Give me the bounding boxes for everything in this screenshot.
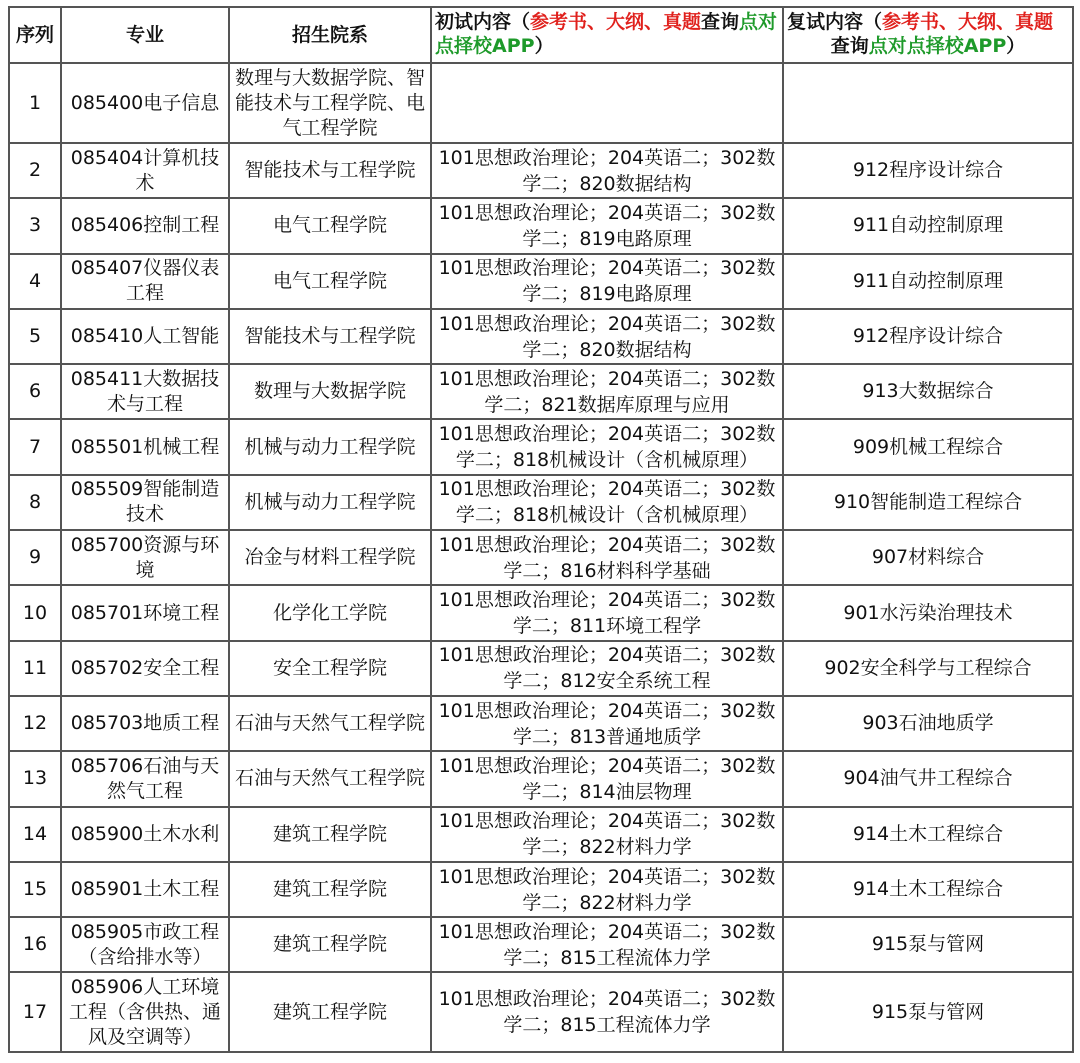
cell-seq: 7 [9,419,61,474]
table-row [9,972,1073,1052]
table-row [9,419,1073,474]
cell-dept: 建筑工程学院 [229,807,431,862]
cell-exam: 101思想政治理论；204英语二；302数学二；812安全系统工程 [431,641,783,696]
cell-seq: 2 [9,143,61,198]
cell-seq: 1 [9,63,61,143]
cell-exam: 101思想政治理论；204英语二；302数学二；816材料科学基础 [431,530,783,585]
cell-major: 085900土木水利 [61,807,229,862]
header-dept: 招生院系 [229,7,431,63]
header-exam-suffix: ） [534,35,554,57]
cell-major: 085407仪器仪表工程 [61,254,229,309]
table-row [9,309,1073,364]
table-row [9,751,1073,806]
table-row [9,696,1073,751]
header-seq: 序列 [9,7,61,63]
cell-seq: 17 [9,972,61,1052]
cell-seq: 16 [9,917,61,972]
cell-major: 085700资源与环境 [61,530,229,585]
header-exam-prefix: 初试内容（ [435,11,531,33]
cell-retest: 907材料综合 [783,530,1073,585]
cell-major: 085906人工环境工程（含供热、通风及空调等） [61,972,229,1052]
table-row [9,917,1073,972]
cell-retest: 915泵与管网 [783,972,1073,1052]
header-retest-prefix: 复试内容（ [787,11,883,33]
cell-exam [431,63,783,143]
cell-seq: 6 [9,364,61,419]
cell-retest: 914土木工程综合 [783,807,1073,862]
cell-seq: 11 [9,641,61,696]
cell-dept: 建筑工程学院 [229,862,431,917]
cell-retest [783,63,1073,143]
cell-retest: 903石油地质学 [783,696,1073,751]
cell-major: 085509智能制造技术 [61,475,229,530]
cell-major: 085400电子信息 [61,63,229,143]
cell-major: 085501机械工程 [61,419,229,474]
cell-major: 085702安全工程 [61,641,229,696]
cell-exam: 101思想政治理论；204英语二；302数学二；819电路原理 [431,198,783,253]
table-row [9,862,1073,917]
header-major: 专业 [61,7,229,63]
admissions-table [8,6,1074,1053]
header-retest-mid: 查询 [830,35,869,57]
table-row [9,198,1073,253]
cell-seq: 14 [9,807,61,862]
cell-exam: 101思想政治理论；204英语二；302数学二；813普通地质学 [431,696,783,751]
cell-exam: 101思想政治理论；204英语二；302数学二；819电路原理 [431,254,783,309]
cell-retest: 904油气井工程综合 [783,751,1073,806]
cell-retest: 909机械工程综合 [783,419,1073,474]
cell-exam: 101思想政治理论；204英语二；302数学二；811环境工程学 [431,585,783,640]
table-row [9,475,1073,530]
cell-exam: 101思想政治理论；204英语二；302数学二；818机械设计（含机械原理） [431,475,783,530]
table-row [9,143,1073,198]
cell-seq: 3 [9,198,61,253]
cell-seq: 12 [9,696,61,751]
cell-seq: 9 [9,530,61,585]
cell-retest: 911自动控制原理 [783,254,1073,309]
cell-dept: 建筑工程学院 [229,972,431,1052]
admissions-table-container [8,6,1074,1053]
cell-seq: 13 [9,751,61,806]
cell-major: 085410人工智能 [61,309,229,364]
cell-seq: 5 [9,309,61,364]
cell-retest: 911自动控制原理 [783,198,1073,253]
table-row [9,585,1073,640]
cell-dept: 智能技术与工程学院 [229,143,431,198]
cell-exam: 101思想政治理论；204英语二；302数学二；822材料力学 [431,862,783,917]
cell-retest: 912程序设计综合 [783,309,1073,364]
header-exam-red: 参考书、大纲、真题 [530,11,702,33]
cell-dept: 化学化工学院 [229,585,431,640]
header-retest-green: 点对点择校APP [868,35,1007,57]
cell-dept: 数理与大数据学院 [229,364,431,419]
cell-dept: 电气工程学院 [229,254,431,309]
header-exam-green: 点对点择校APP [435,11,778,57]
cell-exam: 101思想政治理论；204英语二；302数学二；814油层物理 [431,751,783,806]
cell-dept: 建筑工程学院 [229,917,431,972]
cell-seq: 8 [9,475,61,530]
table-row [9,254,1073,309]
cell-exam: 101思想政治理论；204英语二；302数学二；818机械设计（含机械原理） [431,419,783,474]
cell-dept: 电气工程学院 [229,198,431,253]
table-row [9,641,1073,696]
cell-dept: 数理与大数据学院、智能技术与工程学院、电气工程学院 [229,63,431,143]
cell-retest: 902安全科学与工程综合 [783,641,1073,696]
cell-dept: 机械与动力工程学院 [229,419,431,474]
header-exam-mid: 查询 [701,11,740,33]
cell-dept: 石油与天然气工程学院 [229,696,431,751]
header-exam-content [431,7,783,63]
cell-dept: 智能技术与工程学院 [229,309,431,364]
cell-retest: 901水污染治理技术 [783,585,1073,640]
header-retest-content [783,7,1073,63]
cell-retest: 915泵与管网 [783,917,1073,972]
table-row [9,807,1073,862]
cell-dept: 石油与天然气工程学院 [229,751,431,806]
cell-major: 085404计算机技术 [61,143,229,198]
table-row [9,364,1073,419]
cell-retest: 912程序设计综合 [783,143,1073,198]
cell-seq: 15 [9,862,61,917]
cell-exam: 101思想政治理论；204英语二；302数学二；821数据库原理与应用 [431,364,783,419]
header-retest-red: 参考书、大纲、真题 [882,11,1054,33]
cell-retest: 910智能制造工程综合 [783,475,1073,530]
table-row [9,63,1073,143]
cell-dept: 冶金与材料工程学院 [229,530,431,585]
cell-exam: 101思想政治理论；204英语二；302数学二；815工程流体力学 [431,972,783,1052]
cell-seq: 10 [9,585,61,640]
cell-major: 085406控制工程 [61,198,229,253]
cell-exam: 101思想政治理论；204英语二；302数学二；815工程流体力学 [431,917,783,972]
cell-exam: 101思想政治理论；204英语二；302数学二；822材料力学 [431,807,783,862]
cell-exam: 101思想政治理论；204英语二；302数学二；820数据结构 [431,143,783,198]
header-retest-suffix: ） [1006,35,1026,57]
cell-major: 085706石油与天然气工程 [61,751,229,806]
cell-retest: 913大数据综合 [783,364,1073,419]
cell-major: 085411大数据技术与工程 [61,364,229,419]
cell-dept: 安全工程学院 [229,641,431,696]
cell-major: 085703地质工程 [61,696,229,751]
cell-dept: 机械与动力工程学院 [229,475,431,530]
cell-exam: 101思想政治理论；204英语二；302数学二；820数据结构 [431,309,783,364]
cell-major: 085901土木工程 [61,862,229,917]
table-header-row [9,7,1073,63]
cell-retest: 914土木工程综合 [783,862,1073,917]
cell-seq: 4 [9,254,61,309]
cell-major: 085701环境工程 [61,585,229,640]
cell-major: 085905市政工程（含给排水等） [61,917,229,972]
table-row [9,530,1073,585]
